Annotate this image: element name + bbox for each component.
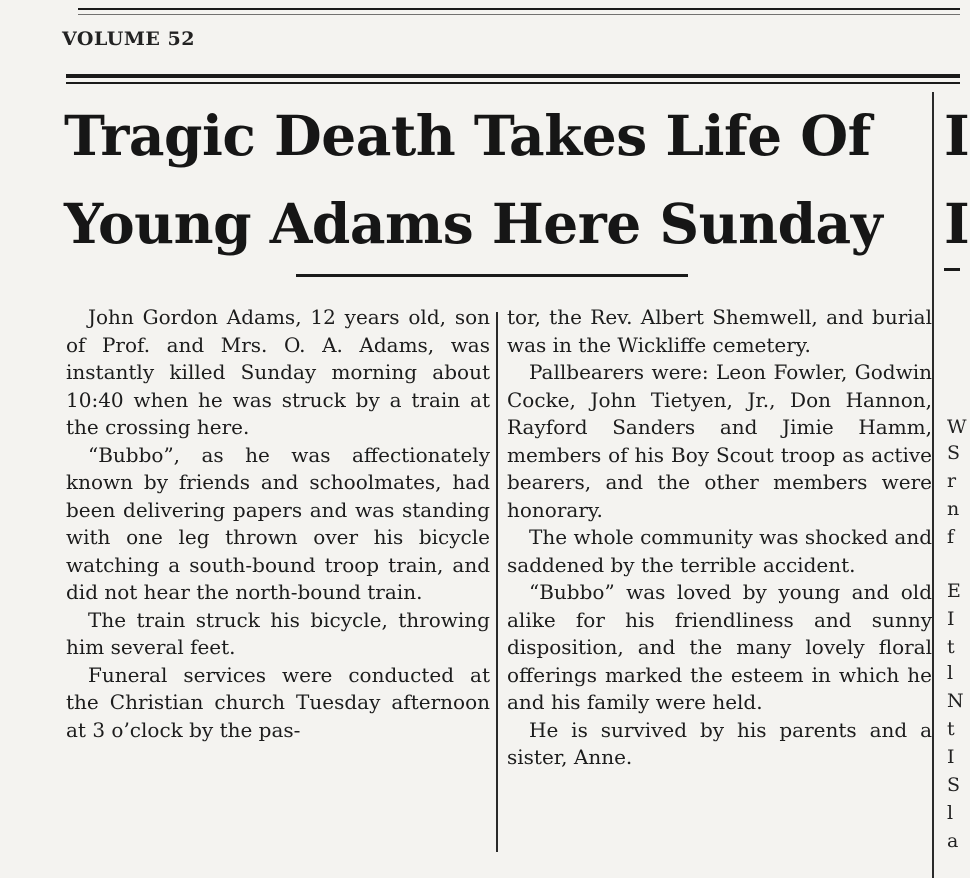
paragraph: The whole community was shocked and saddened by the terrible accident. bbox=[507, 525, 932, 577]
volume-label: VOLUME 52 bbox=[62, 28, 195, 50]
headline bbox=[64, 92, 934, 268]
paragraph: He is survived by his parents and a sister, Anne. bbox=[507, 717, 932, 769]
adjacent-text-fragment: t bbox=[947, 718, 955, 740]
adjacent-rule-fragment bbox=[944, 268, 960, 271]
adjacent-text-fragment: I bbox=[947, 608, 955, 630]
paragraph: “Bubbo”, as he was affectionately known by friends and schoolmates, had been delivering papers and was standing with one leg thrown over his bicycle watching a south-bound troop train, and did not hear the north-bound train. bbox=[66, 442, 490, 604]
masthead-rule-thin bbox=[66, 82, 960, 84]
headline-line-2: Young Adams Here Sunday bbox=[64, 191, 883, 256]
paragraph: The train struck his bicycle, throwing him several feet. bbox=[66, 607, 490, 659]
paragraph: Pallbearers were: Leon Fowler, Godwin Cocke, John Tietyen, Jr., Don Hannon, Rayford Sanders and Jimie Hamm, members of his Boy Scout troop as active bearers, and the other members were honorary. bbox=[507, 360, 932, 522]
adjacent-text-fragment: l bbox=[947, 662, 954, 684]
adjacent-text-fragment: N bbox=[947, 690, 964, 712]
headline-dash-rule bbox=[296, 274, 688, 277]
adjacent-headline-fragment: I bbox=[944, 103, 970, 168]
adjacent-text-fragment: r bbox=[947, 470, 957, 492]
adjacent-text-fragment: t bbox=[947, 636, 955, 658]
paragraph: “Bubbo” was loved by young and old alike for his friendliness and sunny disposition, and the many lovely floral offerings marked the esteem in which he and his family were held. bbox=[507, 580, 932, 714]
adjacent-text-fragment: a bbox=[947, 830, 959, 852]
adjacent-text-fragment: l bbox=[947, 802, 954, 824]
adjacent-text-fragment: W bbox=[947, 416, 967, 438]
adjacent-text-fragment: I bbox=[947, 746, 955, 768]
column-divider bbox=[496, 312, 498, 852]
paragraph: John Gordon Adams, 12 years old, son of Prof. and Mrs. O. A. Adams, was instantly killed Sunday morning about 10:40 when he was struck by a train at the crossing here. bbox=[66, 305, 490, 439]
masthead-rule-thick bbox=[66, 74, 960, 78]
paragraph: Funeral services were conducted at the Christian church Tuesday afternoon at 3 o’clock by the pas- bbox=[66, 662, 490, 742]
article-column-right bbox=[507, 304, 932, 772]
headline-line-1: Tragic Death Takes Life Of bbox=[64, 103, 871, 168]
adjacent-text-fragment: S bbox=[947, 442, 961, 464]
article-column-left bbox=[66, 304, 490, 744]
top-rule-thin-2 bbox=[78, 14, 960, 15]
adjacent-text-fragment: E bbox=[947, 580, 961, 602]
adjacent-text-fragment: n bbox=[947, 498, 960, 520]
adjacent-text-fragment: S bbox=[947, 774, 961, 796]
paragraph: tor, the Rev. Albert Shemwell, and burial was in the Wickliffe cemetery. bbox=[507, 305, 932, 357]
top-rule-thin bbox=[78, 8, 960, 10]
adjacent-text-fragment: f bbox=[947, 526, 955, 548]
adjacent-headline-fragment: I bbox=[944, 191, 970, 256]
